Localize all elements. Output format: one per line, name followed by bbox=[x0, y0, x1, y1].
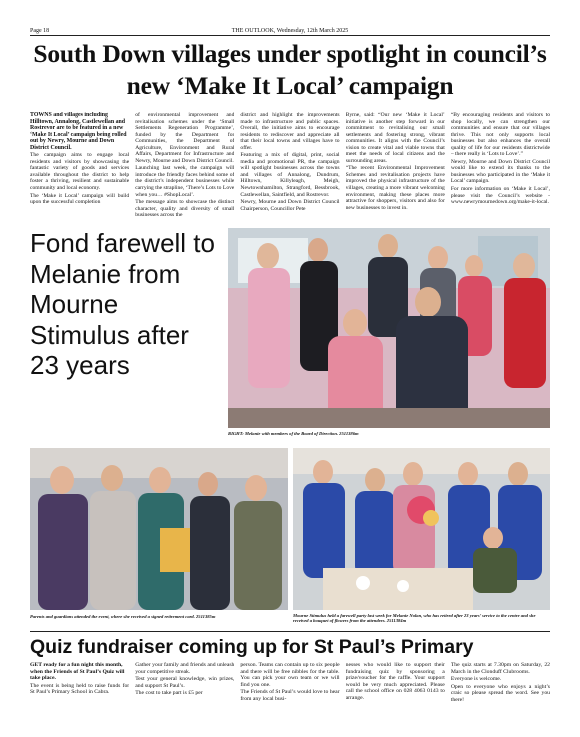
parents-photo bbox=[30, 448, 288, 610]
farewell-party-photo bbox=[293, 448, 550, 610]
article-column-4 bbox=[346, 112, 445, 218]
masthead: THE OUTLOOK, Wednesday, 12th March 2025 bbox=[231, 27, 349, 34]
article-column-1 bbox=[30, 112, 129, 218]
article-paragraph: Launching last week, the campaign will introduce the friendly faces behind some of the district’s independent businesses while carrying the strapline, ‘There’s Lots to Love when you… #ShopLocal’. bbox=[135, 165, 235, 198]
main-headline: South Down villages under spotlight in council’s new ‘Make It Local’ campaign bbox=[33, 39, 547, 100]
article-paragraph: The ‘Make it Local’ campaign will build upon the successful completion bbox=[30, 192, 130, 206]
article-paragraph: district and highlight the improvements made to infrastructure and public spaces. Overall, the initiative aims to encourage residents to rediscover and appreciate all that their local towns and villages have to offer. bbox=[240, 112, 340, 151]
article-body bbox=[30, 112, 550, 218]
quiz-paragraph: nesses who would like to support their fundraising quiz by sponsoring a prize/voucher for the raffle. Your support would be very much appreciated. Please call the school office on 028 4063 0143 to arrange. bbox=[345, 662, 445, 701]
section-divider bbox=[30, 631, 550, 632]
article-paragraph: Byrne, said: “Our new ‘Make it Local’ initiative is another step forward in our commitment to revitalising our small settlements and fostering strong, vibrant communities. It aligns with the Council’s vision to create vital and viable towns that meet the needs of local citizens and the surrounding areas. bbox=[345, 112, 445, 164]
quiz-column-5 bbox=[451, 662, 550, 732]
quiz-lead: GET ready for a fun night this month, when the Friends of St Paul’s Quiz will take place. bbox=[30, 662, 125, 682]
article-lead: TOWNS and villages including Hilltown, Annalong, Castlewellan and Rostrevor are to be featured in a new ‘Make It Local’ campaign being rolled out by Newry, Mourne and Down District Council. bbox=[30, 112, 127, 151]
article-column-3 bbox=[240, 112, 339, 218]
article-paragraph: of environmental improvement and revitalisation schemes under the ‘Small Settlements Regeneration Programme’, funded by the Department for Communities, the Department of Agriculture, Environment and Rural Affairs, Department for Infrastructure and Newry, Mourne and Down District Council. bbox=[135, 112, 235, 164]
page-header bbox=[30, 26, 550, 36]
article-paragraph: The message aims to showcase the distinct character, quality and diversity of small businesses across the bbox=[135, 199, 235, 218]
right-photo-caption: Mourne Stimulus held a farewell party last week for Melanie Nolan, who has retired after 23 years’ service to the centre and she received a bouquet of flowers from the attendees. 2511384m bbox=[293, 613, 536, 624]
quiz-paragraph: The cost to take part is £5 per bbox=[135, 690, 203, 697]
quiz-paragraph: Test your general knowledge, win prizes, and support St Paul’s. bbox=[135, 676, 235, 689]
article-paragraph: Featuring a mix of digital, print, social media and promotional PR, the campaign will spotlight businesses across the towns and villages of Annalong, Dundrum, Hilltown, Killyleagh, Meigh, Newtownhamilton, Strangford, Bessbrook, Castlewellan, Saintfield, and Rostrevor. bbox=[240, 152, 340, 198]
top-photo-caption: RIGHT: Melanie with members of the Board of Direction. 2511386m bbox=[228, 431, 359, 436]
board-group-photo bbox=[228, 228, 550, 428]
quiz-column-3 bbox=[240, 662, 339, 732]
quiz-paragraph: Open to everyone who enjoys a night’s craic so please spread the word. See you there! bbox=[450, 683, 551, 703]
quiz-body bbox=[30, 662, 550, 732]
quiz-column-2 bbox=[135, 662, 234, 732]
page-number: Page 18 bbox=[30, 27, 50, 34]
quiz-column-4 bbox=[346, 662, 445, 732]
quiz-paragraph: The quiz starts at 7.30pm on Saturday, 22 March in the Clonduff Clubrooms. bbox=[450, 662, 551, 675]
article-paragraph: For more information on ‘Make it Local’, please visit the Council’s website - www.newrymournedown.org/make-it-local. bbox=[450, 186, 551, 206]
article-paragraph: “By encouraging residents and visitors to shop locally, we can strengthen our communities and ensure that our villages thrive. This not only supports local businesses but also enhances the overall quality of life for our residents districtwide – there really is ‘Lots to Love’.” bbox=[450, 112, 551, 158]
article-paragraph: Newry, Mourne and Down District Council would like to extend its thanks to the businesses who participated in the ‘Make it Local’ campaign. bbox=[450, 158, 551, 185]
article-paragraph: The campaign aims to engage local residents and visitors by showcasing the fantastic variety of goods and services available throughout the district to help foster a thriving, resilient and sustainable community and local economy. bbox=[30, 152, 130, 192]
quiz-paragraph: The Friends of St Paul’s would love to hear from any local busi- bbox=[240, 689, 340, 702]
quiz-paragraph: person. Teams can contain up to six people and there will be free nibbles for the table. You can pick your own team or we will find you one. bbox=[240, 662, 340, 688]
left-photo-caption: Parents and guardians attended the event, where she received a signed retirement card. 2511385m bbox=[30, 614, 216, 619]
quiz-headline: Quiz fundraiser coming up for St Paul’s Primary bbox=[30, 636, 474, 658]
article-paragraph: Newry, Mourne and Down District Council Chairperson, Councillor Pete bbox=[240, 199, 340, 212]
article-column-2 bbox=[135, 112, 234, 218]
quiz-column-1 bbox=[30, 662, 129, 732]
farewell-headline: Fond farewell to Melanie from Mourne Stimulus after 23 years bbox=[30, 228, 215, 380]
article-column-5 bbox=[451, 112, 550, 218]
quiz-paragraph: Everyone is welcome. bbox=[450, 676, 502, 683]
article-paragraph: “The recent Environmental Improvement Schemes and revitalisation projects have improved the physical infrastructure of the villages, creating a more vibrant welcoming environment, making these places more attractive for shoppers, visitors and also for new businesses to invest in. bbox=[345, 165, 445, 211]
quiz-paragraph: Gather your family and friends and unleash your competitive streak. bbox=[135, 662, 235, 675]
quiz-paragraph: The event is being held to raise funds for St Paul’s Primary School in Cabra. bbox=[30, 682, 130, 696]
